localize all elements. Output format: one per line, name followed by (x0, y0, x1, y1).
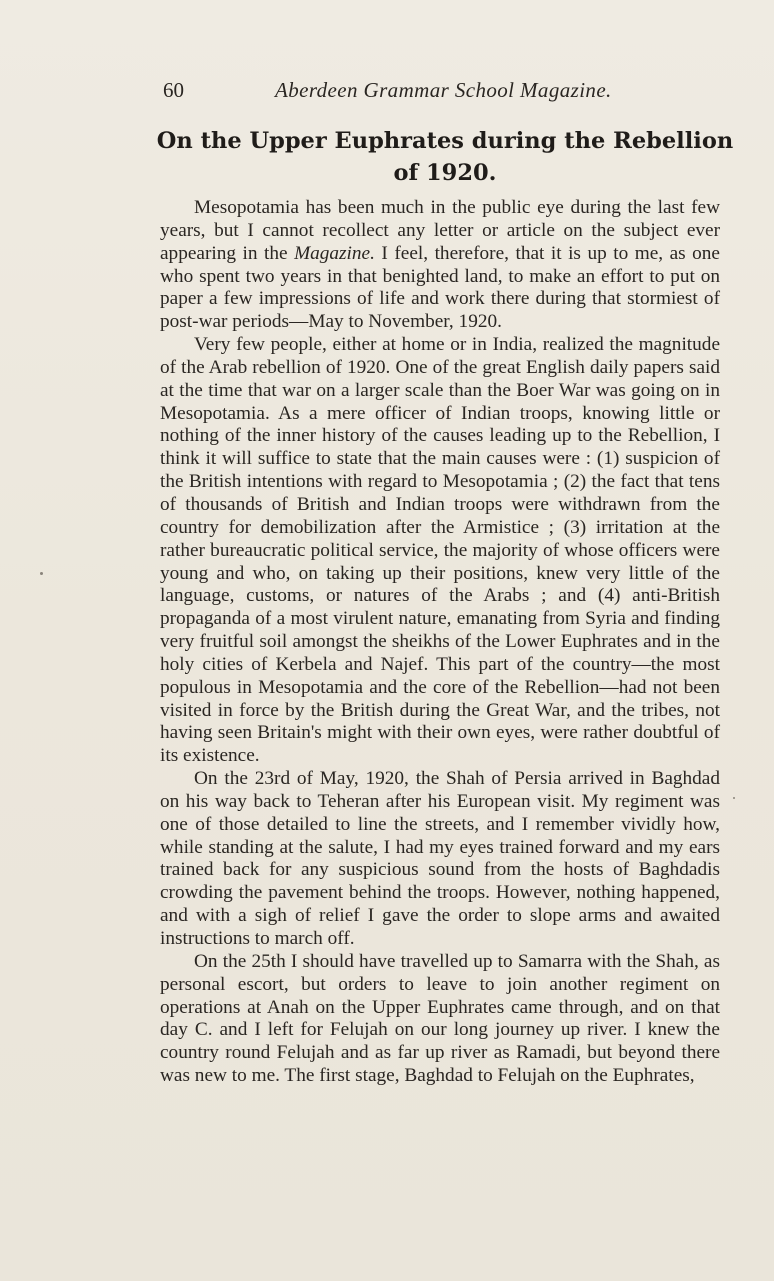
body-paragraph-1 (160, 197, 720, 334)
magazine-italic: Magazine. (294, 242, 375, 264)
body-paragraph-3: On the 23rd of May, 1920, the Shah of Persia arrived in Baghdad on his way back to Teheran after his European visit. My regiment was one of those detailed to line the streets, and I remember vividly how, while standing at the salute, I had my eyes trained forward and my ears trained back for any suspicious sound from the hosts of Baghdadis crowding the pavement behind the troops. However, nothing happened, and with a sigh of relief I gave the order to slope arms and awaited instructions to march off. (160, 768, 720, 949)
body-paragraph-2: Very few people, either at home or in India, realized the magnitude of the Arab rebellion of 1920. One of the great English daily papers said at the time that war on a larger scale than the Boer War was going on in Mesopotamia. As a mere officer of Indian troops, knowing little or nothing of the inner history of the causes leading up to the Rebellion, I think it will suffice to state that the main causes were : (1) suspicion of the British intentions with regard to Mesopotamia ; (2) the fact that tens of thousands of British and Indian troops were withdrawn from the country for demobilization after the Armistice ; (3) irritation at the rather bureaucratic political service, the majority of whose officers were young and who, on taking up their positions, knew very little of the language, customs, or natures of the Arabs ; and (4) anti-British propaganda of a most virulent nature, emanating from Syria and finding very fruitful soil amongst the sheikhs of the Lower Euphrates and in the holy cities of Kerbela and Najef. This part of the country—the most populous in Mesopotamia and the core of the Rebellion—had not been visited in force by the British during the Great War, and the tribes, not having seen Britain's might with their own eyes, were rather doubtful of its existence. (160, 334, 720, 767)
journal-title: Aberdeen Grammar School Magazine. (275, 78, 612, 102)
page-number: 60 (163, 78, 184, 102)
paper-speck (40, 572, 43, 575)
paragraph-1-text-b: I feel, therefore, that it is up to me, as one who spent two years in that benighted land, to make an effort to put on paper a few impressions of life and work there during that stormiest of post-war periods—May to November, 1920. (160, 242, 720, 333)
body-paragraph-4: On the 25th I should have travelled up to Samarra with the Shah, as personal escort, but orders to leave to join another regiment on operations at Anah on the Upper Euphrates came through, and on that day C. and I left for Felujah on our long journey up river. I knew the country round Felujah and as far up river as Ramadi, but beyond there was new to me. The first stage, Baghdad to Felujah on the Euphrates, (160, 950, 720, 1087)
article-title-line-2: of 1920. (393, 160, 497, 186)
article-body (160, 197, 720, 1088)
article-title (150, 125, 740, 189)
article-title-line-1: On the Upper Euphrates during the Rebellion (156, 128, 734, 154)
running-head (163, 76, 723, 104)
paper-speck (733, 797, 735, 799)
paragraph-1-text-a: Mesopotamia has been much in the public eye during the last few years, but I cannot recollect any letter or article on the subject ever appearing in the (160, 197, 720, 264)
